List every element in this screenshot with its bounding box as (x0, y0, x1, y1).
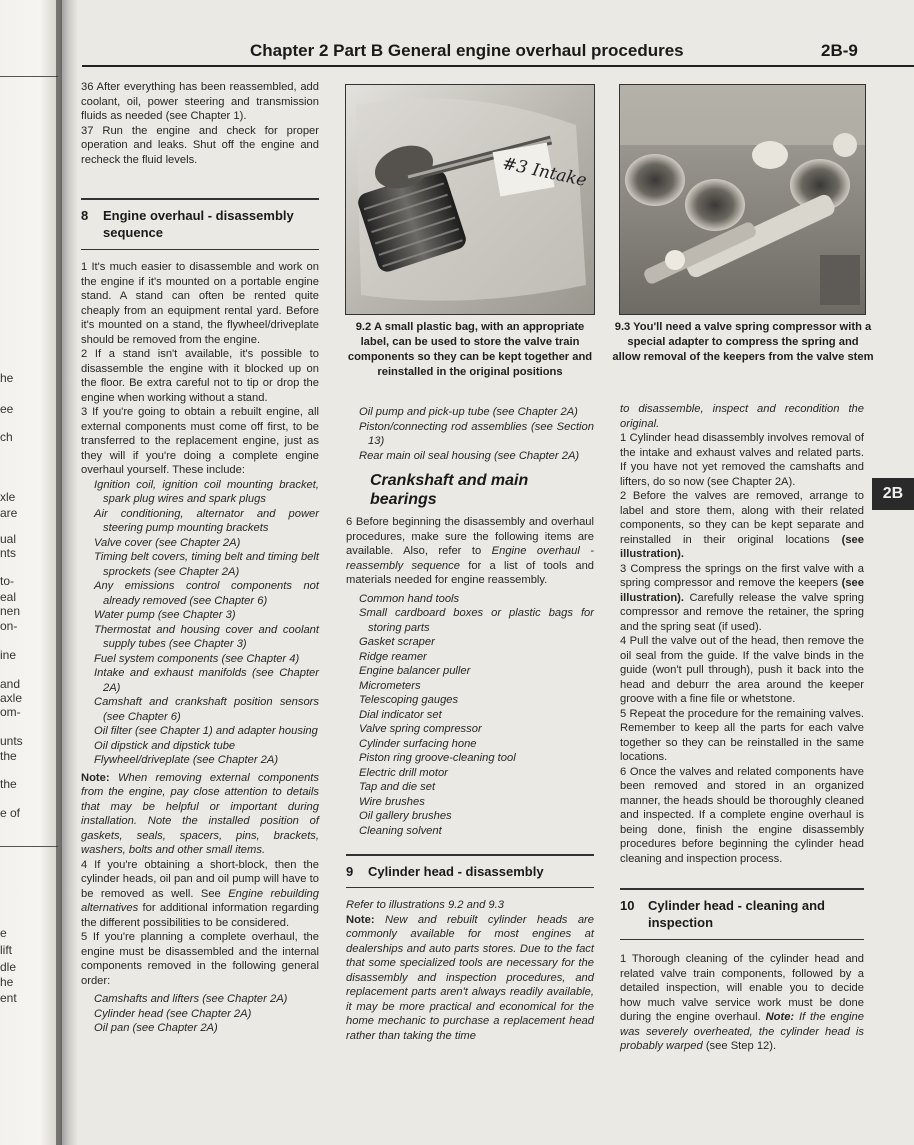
list-item: Telescoping gauges (359, 694, 459, 706)
photo-valve-bag (345, 84, 595, 315)
paragraph: 6 Once the valves and related components have been removed and stored in an organized manner, the heads should be thoroughly cleaned and inspected. If a complete engine overhaul is being done, finish the engine disassembly procedures before beginning the cylinder head cleaning and inspection process. (620, 765, 864, 865)
photo-label-text: #3 Intake (500, 153, 589, 191)
refer-text: Refer to illustrations 9.2 and 9.3 (346, 899, 504, 911)
column-left (81, 80, 319, 1036)
section-title-line: inspection (648, 914, 714, 930)
text: Engine rebuilding alternatives (81, 887, 319, 914)
column-right (620, 402, 864, 1054)
section-rule (81, 249, 319, 251)
section-heading (346, 863, 594, 880)
margin-fragment: om- (0, 705, 21, 719)
section-rule (620, 939, 864, 941)
section-heading (620, 897, 864, 931)
section-title: Cylinder head - disassembly (368, 863, 544, 879)
page-title: Chapter 2 Part B General engine overhaul procedures (250, 41, 684, 60)
margin-fragment: eal (0, 590, 17, 604)
margin-fragment: he (0, 975, 14, 989)
list-item: Gasket scraper (359, 636, 435, 648)
components-list (346, 405, 594, 463)
section-title-line: Engine overhaul - disassembly (103, 207, 294, 223)
text: for a list of tools and materials needed for engine reassembly. (346, 559, 595, 586)
list-item: Micrometers (359, 679, 421, 692)
paragraph (81, 858, 319, 931)
page-number: 2B-9 (821, 41, 858, 60)
section-number: 9 (346, 863, 354, 879)
list-item: Timing belt covers, timing belt and timing belt sprockets (see Chapter 2A) (94, 551, 319, 578)
margin-fragment: ent (0, 991, 17, 1005)
margin-fragment: ual (0, 532, 17, 546)
margin-fragment: axle (0, 691, 23, 705)
text: (see Step 12). (705, 1040, 777, 1052)
section-title-line: Cylinder head - cleaning and (648, 897, 825, 913)
photo-spring-compressor-image (620, 85, 865, 314)
section-number: 10 (620, 897, 635, 913)
margin-fragment: he (0, 371, 14, 385)
list-item: Flywheel/driveplate (see Chapter 2A) (94, 754, 279, 766)
section-rule (620, 888, 864, 890)
margin-fragment: ch (0, 430, 13, 444)
list-item: Tap and die set (359, 781, 436, 793)
note-text: When removing external components from the engine, pay close attention to details that may be helpful or important during installation. Note the installed position of gaskets, seals, spacers, pins, brackets, washers, bolts and other small items. (81, 771, 320, 856)
note-paragraph (81, 771, 319, 858)
margin-fragment: on- (0, 619, 18, 633)
list-item: Any emissions control components not already removed (see Chapter 6) (94, 580, 319, 607)
section-rule (81, 198, 319, 200)
section-rule (346, 854, 594, 856)
margin-fragment: e (0, 926, 7, 940)
spine-shadow (56, 0, 78, 1145)
paragraph: 1 It's much easier to disassemble and work on the engine if it's mounted on a portable engine stand. A stand can often be rented quite cheaply from an equipment rental yard. Before it's mounted on a stand, the flywheel/driveplate should be removed from the engine. (81, 261, 319, 346)
paragraph: 1 Cylinder head disassembly involves removal of the intake and exhaust valves and related parts. If you have not yet removed the camshafts and lifters, do so now (see Chapter 2A). (620, 432, 864, 488)
heading-text: Crankshaft and main bearings (370, 472, 529, 508)
paragraph: 2 If a stand isn't available, it's possible to disassemble the engine with it blocked up on the floor. Be extra careful not to tip or drop the engine when working without a stand. (81, 348, 319, 404)
list-item: Wire brushes (359, 795, 425, 808)
list-item: Dial indicator set (359, 708, 442, 721)
note-label: Note: (346, 913, 375, 926)
margin-fragment: unts (0, 734, 23, 748)
text: (see illustration). (620, 577, 864, 604)
section-tab: 2B (872, 478, 914, 510)
margin-fragment: ine (0, 648, 17, 662)
list-item: Oil dipstick and dipstick tube (94, 739, 236, 752)
section-rule (346, 887, 594, 889)
list-item: Air conditioning, alternator and power steering pump mounting brackets (94, 507, 319, 534)
margin-fragment: are (0, 506, 18, 520)
list-item: Rear main oil seal housing (see Chapter 2A) (359, 449, 580, 462)
list-item: Oil pan (see Chapter 2A) (94, 1022, 218, 1034)
paragraph: 37 Run the engine and check for proper operation and leaks. Shut off the engine and recheck the fluid levels. (81, 124, 319, 166)
list-item: Piston ring groove-cleaning tool (359, 752, 516, 764)
margin-fragment: nen (0, 604, 21, 618)
divider (0, 76, 58, 77)
header-rule (82, 65, 914, 67)
section-heading (81, 207, 319, 241)
list-item: Ridge reamer (359, 650, 427, 663)
paragraph: 5 If you're planning a complete overhaul, the engine must be disassembled and the internal components removed in the following general order: (81, 931, 319, 987)
paragraph (346, 515, 594, 588)
list-item: Electric drill motor (359, 766, 448, 779)
list-item: Intake and exhaust manifolds (see Chapter 2A) (94, 667, 319, 694)
text: 2 Before the valves are removed, arrange to label and store them, along with their related components, so they can be kept separate and reinstalled in their original locations (620, 490, 864, 546)
text: for additional information regarding the different possibilities to be considered. (81, 902, 320, 929)
margin-fragment: nts (0, 546, 17, 560)
paragraph (620, 952, 864, 1054)
list-item: Oil filter (see Chapter 1) and adapter housing (94, 725, 318, 737)
list-item: Water pump (see Chapter 3) (94, 609, 236, 621)
list-item: Thermostat and housing cover and coolant supply tubes (see Chapter 3) (94, 623, 319, 650)
note-paragraph (346, 913, 594, 1044)
text: Engine overhaul - reassembly sequence (346, 545, 594, 572)
list-item: Cleaning solvent (359, 824, 442, 837)
margin-fragment: the (0, 749, 17, 763)
note-text: New and rebuilt cylinder heads are commonly available for most engines at dealerships and auto parts stores. Due to the fact that some specialized tools are necessary for the disassembly and inspection procedures, and replacement parts aren't always readily available, it may be more practical and economical for the home mechanic to purchase a replacement head rather than taking the time (346, 913, 594, 1042)
list-item: Cylinder surfacing hone (359, 737, 477, 750)
margin-fragment: to- (0, 574, 15, 588)
text: 6 Before beginning the disassembly and overhaul procedures, make sure the following items are available. Also, refer to (346, 516, 594, 557)
text: 3 Compress the springs on the first valve with a spring compressor and remove the keepers (620, 562, 864, 589)
previous-page-strip (0, 0, 62, 1145)
list-item: Small cardboard boxes or plastic bags for storing parts (359, 607, 594, 634)
note-label: Note: (81, 771, 110, 784)
components-list (81, 478, 319, 768)
text: 1 Thorough cleaning of the cylinder head and related valve train components, followed by a detailed inspection, will enable you to decide how much valve service work must be done during the engine overhaul. (620, 953, 864, 1023)
order-list (81, 992, 319, 1036)
text: 4 If you're obtaining a short-block, then the cylinder heads, oil pan and oil pump will have to be removed as well. See (81, 858, 319, 900)
list-item: Oil gallery brushes (359, 810, 452, 822)
tools-list (346, 592, 594, 839)
list-item: Oil pump and pick-up tube (see Chapter 2A) (359, 406, 578, 418)
section-title-line: sequence (103, 224, 163, 240)
text: Carefully release the valve spring compressor and remove the retainer, the spring and the spring seat (if used). (620, 591, 864, 633)
margin-fragment: e of (0, 806, 21, 820)
list-item: Cylinder head (see Chapter 2A) (94, 1007, 252, 1020)
margin-fragment: dle (0, 960, 17, 974)
figure-caption: 9.3 You'll need a valve spring compressor with a special adapter to compress the spring and allow removal of the keepers from the valve stem (612, 321, 874, 363)
list-item: Ignition coil, ignition coil mounting bracket, spark plug wires and spark plugs (94, 478, 319, 505)
list-item: Camshafts and lifters (see Chapter 2A) (94, 993, 288, 1005)
paragraph: to disassemble, inspect and recondition the original. (620, 403, 864, 430)
paragraph (620, 562, 864, 635)
list-item: Fuel system components (see Chapter 4) (94, 652, 300, 665)
paragraph: 3 If you're going to obtain a rebuilt engine, all external components must come off first, to be transferred to the replacement engine, just as they will if you're doing a complete engine overhaul yourself. These include: (81, 406, 319, 476)
photo-spring-compressor (619, 84, 866, 315)
section-number: 8 (81, 207, 89, 223)
paragraph (620, 489, 864, 562)
list-item: Camshaft and crankshaft position sensors (see Chapter 6) (94, 696, 319, 723)
list-item: Valve spring compressor (359, 723, 482, 735)
text: If the engine was severely overheated, the cylinder head is probably warped (620, 1011, 864, 1052)
list-item: Common hand tools (359, 592, 460, 605)
list-item: Piston/connecting rod assemblies (see Section 13) (359, 420, 594, 447)
list-item: Valve cover (see Chapter 2A) (94, 536, 241, 549)
paragraph: 36 After everything has been reassembled, add coolant, oil, power steering and transmission fluids as needed (see Chapter 1). (81, 81, 319, 122)
figure-caption: 9.2 A small plastic bag, with an appropriate label, can be used to store the valve train components so they can be kept together and reinstalled in the original positions (347, 321, 593, 378)
text: Note: (765, 1011, 795, 1023)
margin-fragment: the (0, 777, 17, 791)
margin-fragment: ee (0, 402, 14, 416)
section-heading (346, 471, 594, 509)
list-item: Engine balancer puller (359, 665, 471, 677)
text: (see illustration). (620, 533, 864, 560)
column-middle (346, 405, 594, 1043)
margin-fragment: and (0, 677, 21, 691)
margin-fragment: lift (0, 943, 12, 957)
divider (0, 846, 58, 847)
margin-fragment: xle (0, 490, 16, 504)
paragraph: 4 Pull the valve out of the head, then remove the oil seal from the guide. If the valve binds in the guide (won't pull through), push it back into the head and deburr the area around the keeper groove with a fine file or whetstone. (620, 635, 864, 705)
paragraph: 5 Repeat the procedure for the remaining valves. Remember to keep all the parts for each valve together so they can be reinstalled in the same locations. (620, 707, 864, 763)
photo-valve-bag-image (346, 85, 594, 314)
